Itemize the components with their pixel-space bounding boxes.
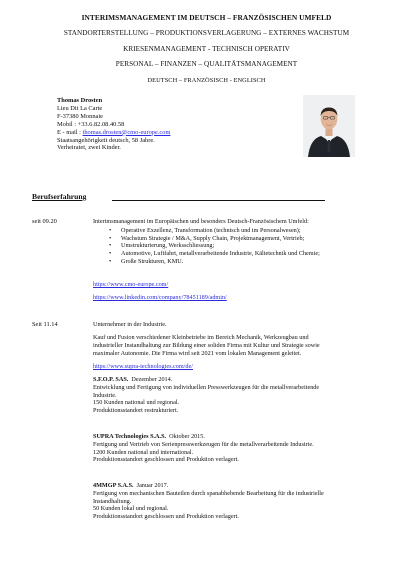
entry-1-intro: Interimsmanagement im Europäischen und besonders Deutsch-Französischem Umfeld: <box>93 218 309 225</box>
entry-2-description <box>93 334 383 357</box>
entry-1-bullet-list <box>93 227 391 266</box>
company-supra <box>93 433 383 464</box>
header-line-2: STANDORTERSTELLUNG – PRODUKTIONSVERLAGERUNG – EXTERNES WACHSTUM <box>63 29 350 37</box>
contact-address-2: F-37380 Monnaie <box>57 112 103 120</box>
company-sfop-line: Entwicklung und Fertigung von individuellen Presswerkzeugen für die metallverarbeitende <box>93 383 320 391</box>
section-divider <box>112 200 325 201</box>
entry-2-link-supra[interactable]: https://www.supra-technologies.com/de/ <box>93 363 193 370</box>
company-sfop-date: Dezember 2014. <box>131 376 173 383</box>
entry-1-bullet: • Automotive, Luftfahrt, metallverarbeitende Industrie, Kältetechnik und Chemie; <box>121 250 391 258</box>
company-4mmgp-line: Fertigung von mechanischen Bauteilen durch spanabhebende Bearbeitung für die industrielle <box>93 489 324 497</box>
contact-email-row <box>57 129 170 137</box>
company-supra-line: Fertigung und Vertrieb von Serienpresswerkzeugen für die metallverarbeitende Industrie. <box>93 440 314 448</box>
contact-name: Thomas Drosten <box>57 97 103 104</box>
header-line-4: PERSONAL – FINANZEN – QUALITÄTSMANAGEMENT <box>115 60 298 68</box>
company-supra-line: Produktionsstandort geschlossen und Produktion verlagert. <box>93 456 239 464</box>
contact-address-1: Lieu Dit La Carte <box>57 104 103 112</box>
contact-mobile: Mobil : +33.6.82.08.40.58 <box>57 120 125 128</box>
entry-2-desc-line: maximaler Autonomie. Die Firma wird seit 2021 vom lokalen Management geleitet. <box>93 349 302 357</box>
entry-2-desc-line: industrieller Instandhaltung zur Bildung einer soliden Firma mit Kultur und Strategie sowie <box>93 341 320 349</box>
contact-family: Verheiratet, zwei Kinder. <box>57 144 121 152</box>
contact-nationality: Staatsangehörigkeit deutsch, 58 Jahre. <box>57 136 155 144</box>
entry-1-link-cmo[interactable]: https://www.cmo-europe.com/ <box>93 281 169 288</box>
company-4mmgp-line: Instandhaltung. <box>93 497 132 505</box>
contact-block <box>57 97 170 152</box>
header-line-5: DEUTSCH – FRANZÖSISCH - ENGLISCH <box>147 77 266 84</box>
company-4mmgp-date: Januar 2017. <box>136 482 169 489</box>
company-sfop-line: Produktionsstandort restrukturiert. <box>93 407 179 415</box>
entry-1-bullet: • Operative Exzellenz, Transformation (technisch und im Personalwesen); <box>121 227 391 235</box>
company-supra-heading <box>93 433 383 441</box>
company-sfop-line: 150 Kunden national und regional. <box>93 399 180 407</box>
company-sfop-name: S.F.O.P. SAS. <box>93 376 129 383</box>
contact-email-link[interactable]: thomas.drosten@cmo-europe.com <box>82 128 171 136</box>
entry-1-bullet: • Große Strukturen, KMU. <box>121 258 391 266</box>
company-4mmgp <box>93 482 383 521</box>
header-line-1: INTERIMSMANAGEMENT IM DEUTSCH – FRANZÖSISCHEN UMFELD <box>81 13 332 22</box>
entry-1-bullet: • Wachstum Strategie / M&A, Supply Chain, Projektmanagement, Vertrieb; <box>121 235 391 243</box>
company-4mmgp-line: Produktionsstandort geschlossen und Produktion verlagert. <box>93 513 239 521</box>
entry-1-bullet: • Umstrukturierung, Werksschliessung; <box>121 242 391 250</box>
entry-1-link-linkedin[interactable]: https://www.linkedin.com/company/78451189/admin/ <box>93 294 227 301</box>
company-4mmgp-line: 50 Kunden lokal und regional. <box>93 505 169 513</box>
header-line-3: KRIESENMANAGEMENT - TECHNISCH OPERATIV <box>123 45 290 53</box>
entry-2-title: Unternehmer in der Industrie. <box>93 321 167 328</box>
portrait-photo <box>303 95 355 157</box>
company-4mmgp-heading <box>93 482 383 490</box>
contact-email-label: E - mail : <box>57 128 83 136</box>
entry-2-date: Seit 11.14 <box>32 321 58 328</box>
company-sfop-heading <box>93 376 383 384</box>
company-sfop <box>93 376 383 415</box>
entry-2-desc-line: Kauf und Fusion verschiedener Kleinbetriebe im Bereich Mechanik, Werkzeugbau und <box>93 334 309 341</box>
section-title-berufserfahrung: Berufserfahrung <box>32 192 87 201</box>
company-supra-line: 1200 Kunden national und international. <box>93 448 194 456</box>
company-4mmgp-name: 4MMGP S.A.S. <box>93 482 134 489</box>
company-supra-name: SUPRA Technologies S.A.S. <box>93 433 167 440</box>
company-sfop-line: Industrie. <box>93 391 117 399</box>
portrait-image <box>303 95 355 157</box>
company-supra-date: Oktober 2015. <box>169 433 205 440</box>
entry-1-date: seit 09.20 <box>32 218 57 225</box>
